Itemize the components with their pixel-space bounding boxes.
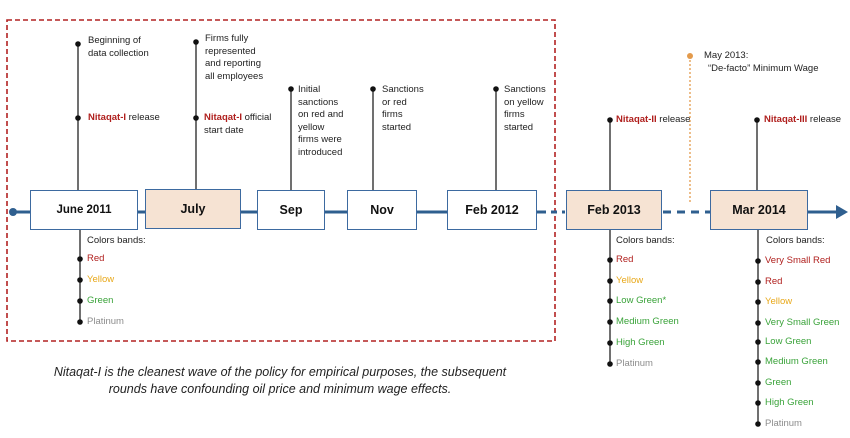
- milestone-label: July: [180, 202, 206, 216]
- dot-sanctions-yellow: [493, 86, 499, 92]
- bands3-dot: [755, 380, 761, 386]
- event-nitaqat1-start: [204, 112, 271, 137]
- release-suffix: release: [126, 112, 160, 123]
- bands3-dot: [755, 339, 761, 345]
- event-may-2013: [704, 50, 819, 75]
- band1-green: Green: [87, 295, 114, 306]
- nitaqat1-start-name: Nitaqat-I: [204, 112, 242, 123]
- milestone-feb-2012: [447, 190, 537, 230]
- event-firms: Firms fully represented and reporting all employees: [205, 33, 264, 82]
- band3-red: Red: [765, 276, 783, 287]
- event-nitaqat1-release: [88, 112, 160, 125]
- band1-yellow: Yellow: [87, 274, 115, 285]
- bands1-dot: [77, 277, 83, 283]
- release-suffix: release: [656, 114, 691, 125]
- band2-high-green: High Green: [616, 337, 665, 348]
- nitaqat3-name: Nitaqat-III: [764, 114, 808, 125]
- dot-beginning: [75, 41, 81, 47]
- bands1-dot: [77, 256, 83, 262]
- bands3-dot: [755, 258, 761, 264]
- dot-sanctions-red: [370, 86, 376, 92]
- dot-may2013: [687, 53, 693, 59]
- bands3-dot: [755, 359, 761, 365]
- milestone-label: Feb 2013: [587, 203, 641, 217]
- bands2-dot: [607, 257, 613, 263]
- axis-arrow-head: [836, 205, 848, 219]
- bands2-dot: [607, 278, 613, 284]
- dot-initial-sanctions: [288, 86, 294, 92]
- bands2-dot: [607, 361, 613, 367]
- nitaqat-i-frame: [7, 20, 555, 341]
- milestone-label: Nov: [370, 203, 394, 217]
- band2-red: Red: [616, 254, 634, 265]
- bands3-dot: [755, 421, 761, 427]
- bands3-dot: [755, 299, 761, 305]
- event-beginning: Beginning of data collection: [88, 35, 149, 59]
- bands1-dot: [77, 298, 83, 304]
- may2013-line1: May 2013:: [704, 50, 749, 61]
- milestone-label: Mar 2014: [732, 203, 786, 217]
- band1-red: Red: [87, 253, 105, 264]
- milestone-mar-2014: [710, 190, 808, 230]
- band2-medium-green: Medium Green: [616, 316, 679, 327]
- bands3-heading: Colors bands:: [766, 235, 825, 246]
- bands3-dot: [755, 320, 761, 326]
- bands3-dot: [755, 279, 761, 285]
- milestone-june-2011: [30, 190, 138, 230]
- event-sanctions-yellow: Sanctions on yellow firms started: [504, 84, 546, 133]
- bands2-heading: Colors bands:: [616, 235, 675, 246]
- band3-medium-green: Medium Green: [765, 356, 828, 367]
- milestone-label: Sep: [279, 203, 303, 217]
- bands2-dot: [607, 298, 613, 304]
- bands1-heading: Colors bands:: [87, 235, 146, 246]
- band2-yellow: Yellow: [616, 275, 644, 286]
- dot-firms: [193, 39, 199, 45]
- bands2-dot: [607, 319, 613, 325]
- milestone-nov: [347, 190, 417, 230]
- release-suffix: release: [807, 114, 842, 125]
- milestone-july: [145, 189, 241, 229]
- dot-nitaqat2: [607, 117, 613, 123]
- milestone-sep: [257, 190, 325, 230]
- event-initial-sanctions: Initial sanctions on red and yellow firms were introduced: [298, 84, 344, 158]
- band1-platinum: Platinum: [87, 316, 124, 327]
- milestone-feb-2013: [566, 190, 662, 230]
- band3-very-small-green: Very Small Green: [765, 317, 840, 328]
- event-sanctions-red: Sanctions or red firms started: [382, 84, 424, 133]
- dot-nitaqat3: [754, 117, 760, 123]
- bands2-dot: [607, 340, 613, 346]
- band3-low-green: Low Green: [765, 336, 812, 347]
- nitaqat1-name: Nitaqat-I: [88, 112, 126, 123]
- band3-high-green: High Green: [765, 397, 814, 408]
- start-date-text: start date: [204, 124, 244, 136]
- band3-platinum: Platinum: [765, 418, 802, 429]
- band3-very-small-red: Very Small Red: [765, 255, 831, 266]
- band3-yellow: Yellow: [765, 296, 793, 307]
- band2-platinum: Platinum: [616, 358, 653, 369]
- event-nitaqat3-release: [764, 114, 841, 127]
- bands1-dot: [77, 319, 83, 325]
- caption: Nitaqat-I is the cleanest wave of the policy for empirical purposes, the subsequent rounds have confounding oil price and minimum wage effects.: [53, 365, 507, 396]
- official-text: official: [242, 112, 272, 123]
- band2-low-green: Low Green*: [616, 295, 667, 306]
- nitaqat2-name: Nitaqat-II: [616, 114, 657, 125]
- event-nitaqat2-release: [616, 114, 690, 127]
- milestone-label: June 2011: [56, 204, 112, 216]
- dot-nitaqat1-release: [75, 115, 81, 121]
- may2013-line2: “De-facto” Minimum Wage: [708, 62, 819, 74]
- band3-green: Green: [765, 377, 792, 388]
- dot-nitaqat1-start: [193, 115, 199, 121]
- milestone-label: Feb 2012: [465, 203, 519, 217]
- bands3-dot: [755, 400, 761, 406]
